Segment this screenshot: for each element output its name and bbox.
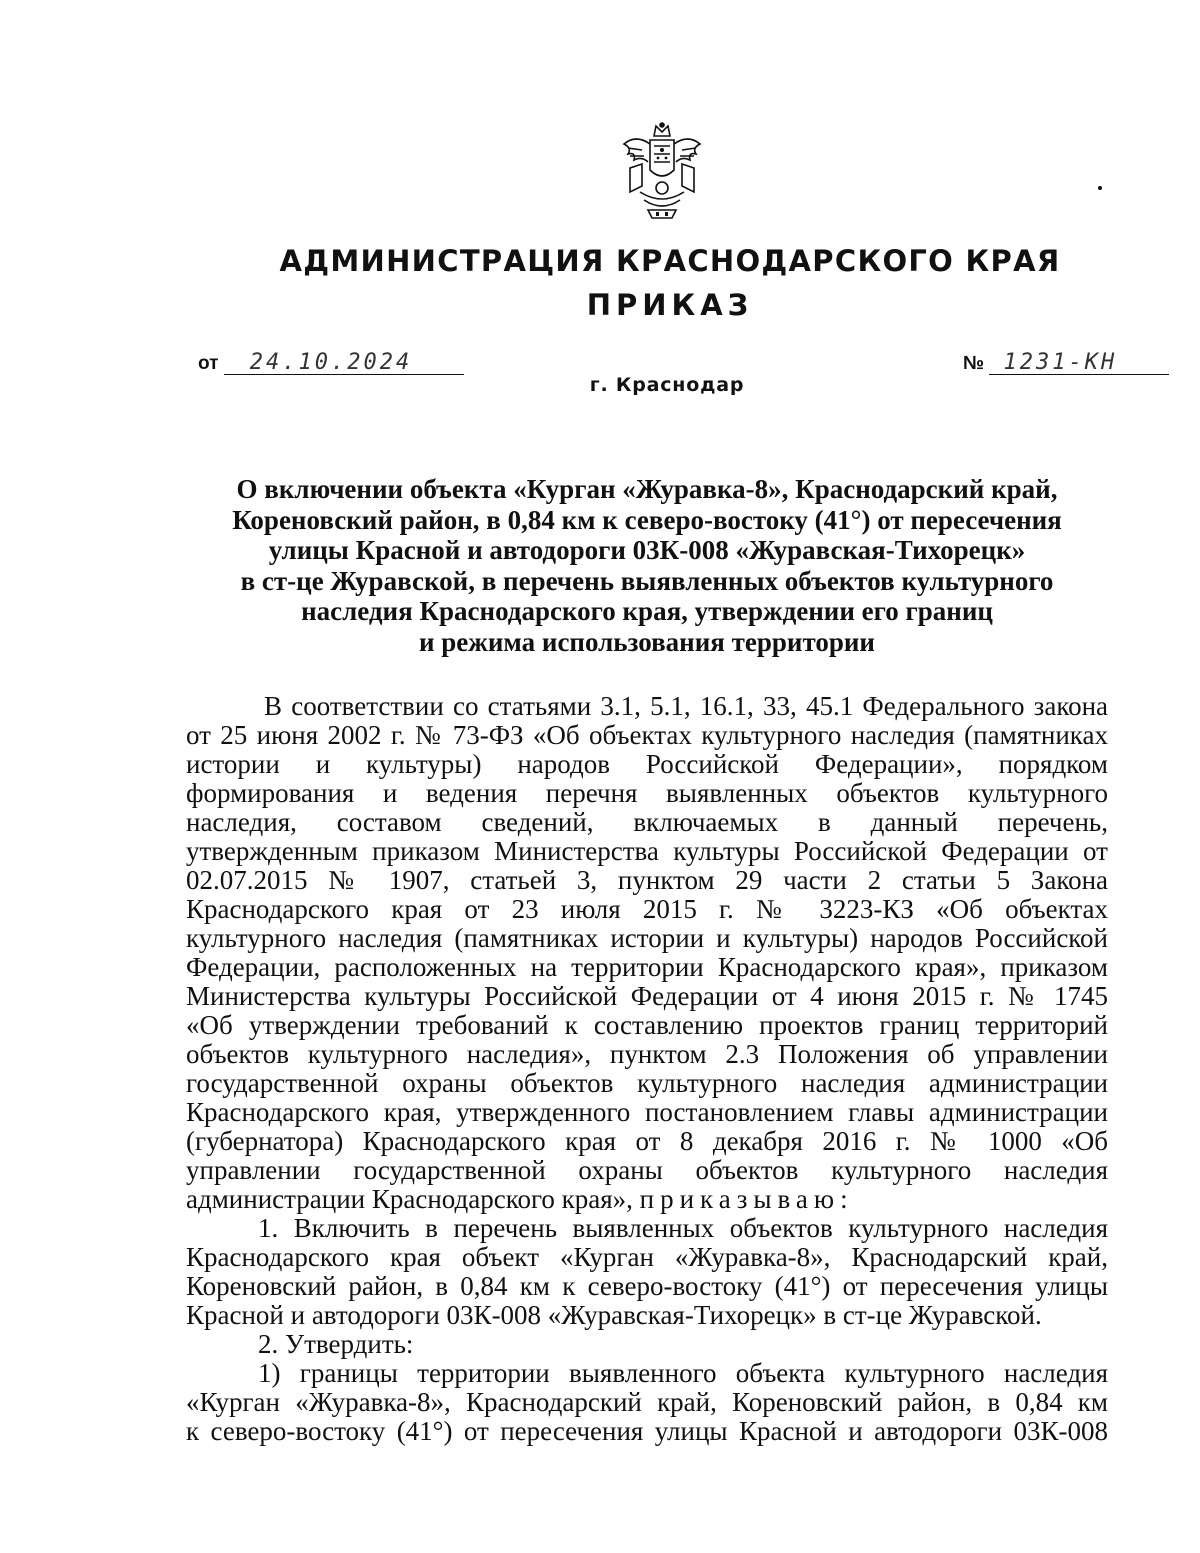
document-subject	[186, 474, 1108, 658]
date-label: от	[198, 353, 219, 374]
coat-of-arms-icon	[620, 122, 704, 222]
handwritten-date: 24.10.2024	[224, 352, 464, 375]
body-line: Федерации, расположенных на территории Краснодарского края», приказом	[186, 952, 1108, 982]
body-line: «Об утверждении требований к составлению проектов границ территорий	[186, 1010, 1108, 1040]
item-2-1-line: к северо-востоку (41°) от пересечения улицы Красной и автодороги 03К-008	[186, 1416, 1108, 1446]
body-line	[186, 1185, 1108, 1214]
body-line: от 25 июня 2002 г. № 73-ФЗ «Об объектах культурного наследия (памятниках	[186, 720, 1108, 750]
city: г. Краснодар	[589, 374, 745, 396]
subject-line: улицы Красной и автодороги 03К-008 «Журавская-Тихорецк»	[268, 535, 1026, 566]
body-line: Краснодарского края, утвержденного постановлением главы администрации	[186, 1097, 1108, 1127]
number-label: №	[963, 353, 985, 374]
item-1-line: Кореновский район, в 0,84 км к северо-востоку (41°) от пересечения улицы	[186, 1271, 1108, 1301]
subject-line: О включении объекта «Курган «Журавка-8», Краснодарский край,	[236, 474, 1058, 504]
handwritten-number: 1231-КН	[989, 352, 1169, 375]
item-2-heading: 2. Утвердить:	[258, 1329, 414, 1359]
item-2-1-line: «Курган «Журавка-8», Краснодарский край, Кореновский район, в 0,84 км	[186, 1387, 1108, 1417]
subject-line: и режима использования территории	[418, 626, 875, 657]
number-field	[963, 352, 1169, 375]
subject-line: Кореновский район, в 0,84 км к северо-востоку (41°) от пересечения	[232, 504, 1062, 535]
body-line: наследия, составом сведений, включаемых в данный перечень,	[186, 807, 1108, 837]
subject-line: в ст-це Журавской, в перечень выявленных объектов культурного	[240, 565, 1054, 596]
body-line: культурного наследия (памятниках истории и культуры) народов Российской	[186, 923, 1108, 953]
issuing-authority: АДМИНИСТРАЦИЯ КРАСНОДАРСКОГО КРАЯ	[279, 244, 1061, 278]
subject-line: наследия Краснодарского края, утверждении его границ	[301, 596, 993, 627]
document-type: ПРИКАЗ	[586, 288, 754, 322]
body-line: государственной охраны объектов культурного наследия администрации	[186, 1068, 1108, 1098]
scan-speck	[1098, 186, 1102, 190]
date-field	[198, 352, 464, 375]
preamble-end: администрации Краснодарского края»,	[186, 1184, 633, 1214]
order-word: приказываю:	[639, 1184, 854, 1214]
item-1-line: Красной и автодороги 03К-008 «Журавская-Тихорецк» в ст-це Журавской.	[186, 1300, 1042, 1330]
item-1-line: 1. Включить в перечень выявленных объектов культурного наследия	[258, 1213, 1108, 1243]
body-line: утвержденным приказом Министерства культуры Российской Федерации от	[186, 836, 1108, 866]
body-line: (губернатора) Краснодарского края от 8 декабря 2016 г. № 1000 «Об	[186, 1126, 1108, 1156]
body-line: истории и культуры) народов Российской Федерации», порядком	[186, 749, 1108, 779]
body-line: 02.07.2015 № 1907, статьей 3, пунктом 29 части 2 статьи 5 Закона	[186, 865, 1108, 895]
body-line: В соответствии со статьями 3.1, 5.1, 16.1, 33, 45.1 Федерального закона	[264, 691, 1108, 721]
body-line: Министерства культуры Российской Федерации от 4 июня 2015 г. № 1745	[186, 981, 1108, 1011]
body-line: формирования и ведения перечня выявленных объектов культурного	[186, 778, 1108, 808]
item-2-1-line: 1) границы территории выявленного объекта культурного наследия	[258, 1358, 1108, 1388]
body-line: объектов культурного наследия», пунктом 2.3 Положения об управлении	[186, 1039, 1108, 1069]
item-1-line: Краснодарского края объект «Курган «Журавка-8», Краснодарский край,	[186, 1242, 1108, 1272]
body-line: управлении государственной охраны объектов культурного наследия	[186, 1155, 1108, 1185]
document-body	[186, 692, 1108, 1446]
body-line: Краснодарского края от 23 июля 2015 г. № 3223-КЗ «Об объектах	[186, 894, 1108, 924]
